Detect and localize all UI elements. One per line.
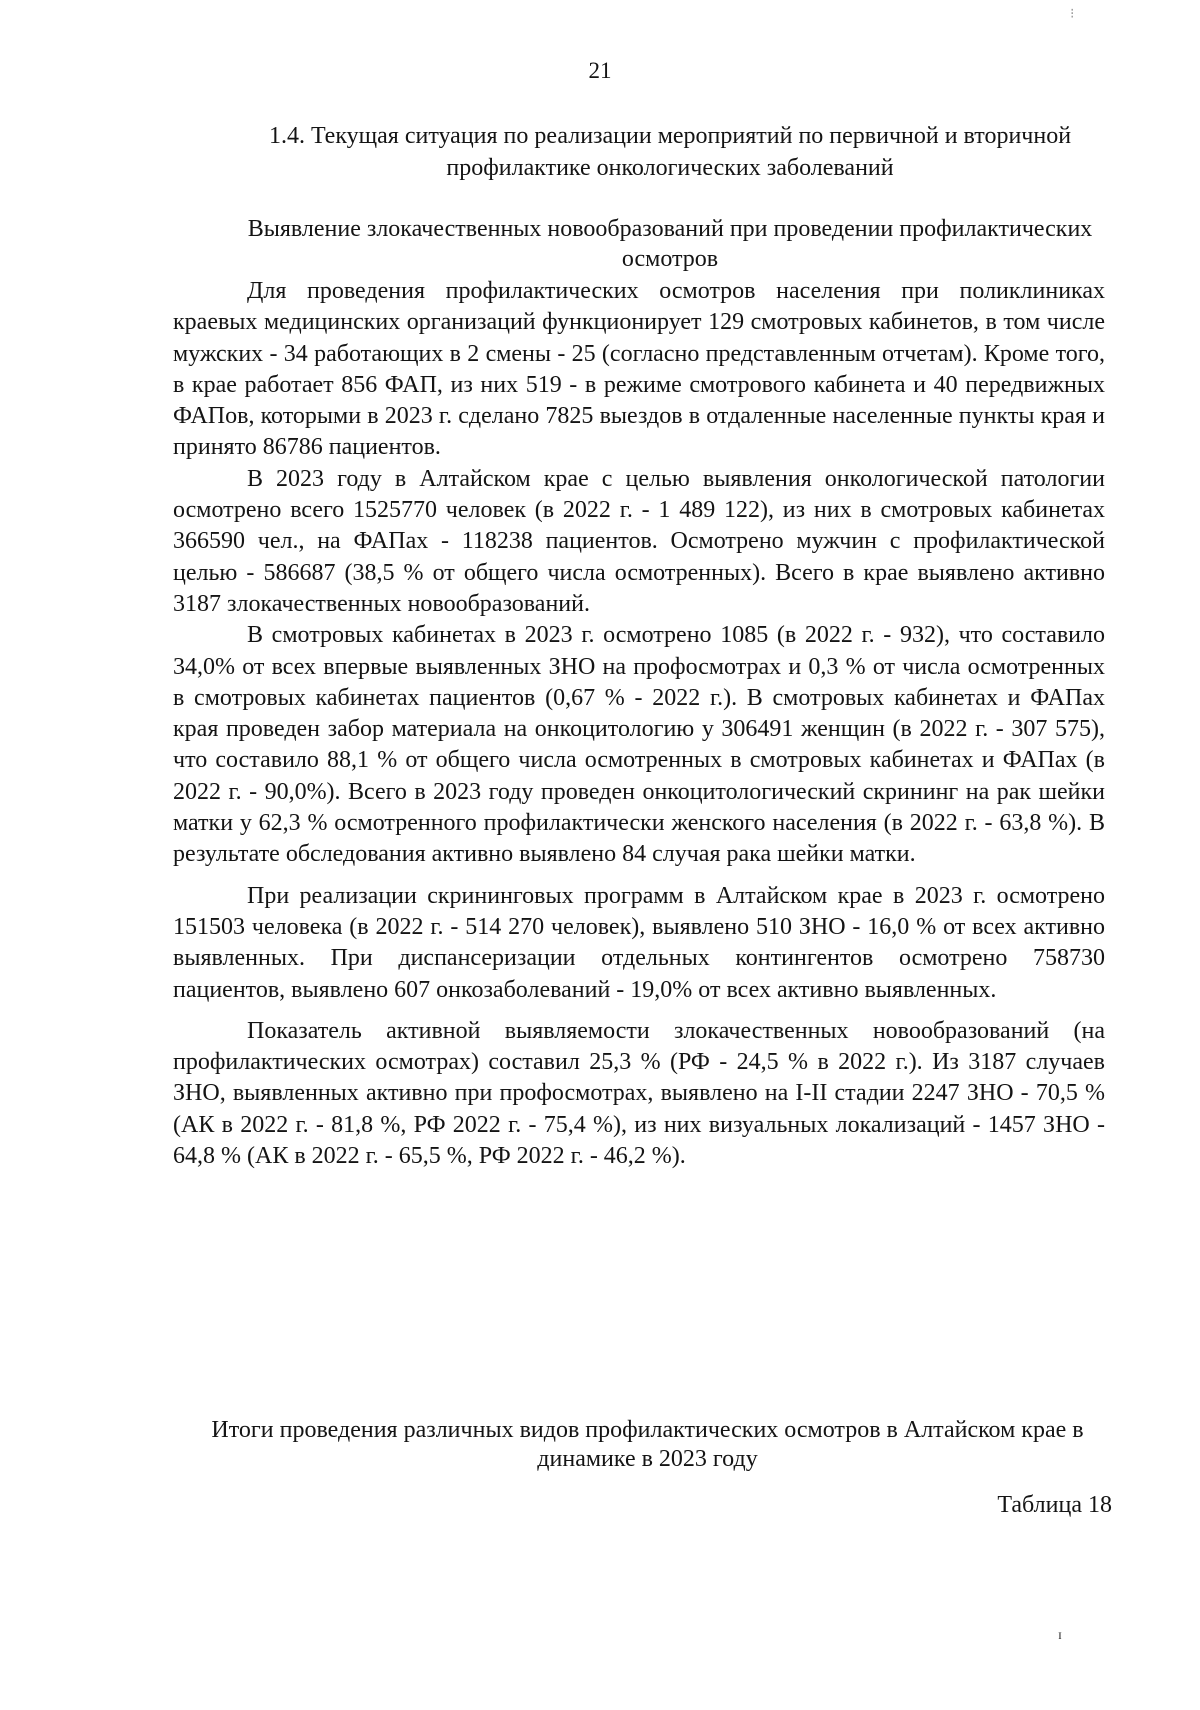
table-caption: Итоги проведения различных видов профилактических осмотров в Алтайском крае в динамике в 2023 году xyxy=(211,1417,1084,1472)
scan-speck-mark: ɪ xyxy=(1058,1628,1062,1643)
paragraph-2: В 2023 году в Алтайском крае с целью выявления онкологической патологии осмотрено всего 1525770 человек (в 2022 г. - 1 489 122), из них в смотровых кабинетах 366590 чел., на ФАПах - 118238 пациентов. Осмотрено мужчин с профилактической целью - 586687 (38,5 % от общего числа осмотренных). Всего в крае выявлено активно 3187 злокачественных новообразований. xyxy=(173,465,1105,617)
paragraph-5: Показатель активной выявляемости злокачественных новообразований (на профилактических осмотрах) составил 25,3 % (РФ - 24,5 % в 2022 г.). Из 3187 случаев ЗНО, выявленных активно при профосмотрах, выявлено на I-II стадии 2247 ЗНО - 70,5 % (АК в 2022 г. - 81,8 %, РФ 2022 г. - 75,4 %), из них визуальных локализаций - 1457 ЗНО - 64,8 % (АК в 2022 г. - 65,5 %, РФ 2022 г. - 46,2 %). xyxy=(173,1017,1105,1170)
page-number: 21 xyxy=(588,58,612,83)
body-text xyxy=(173,276,1105,1172)
subheading: Выявление злокачественных новообразований при проведении профилактических осмотров xyxy=(247,216,1093,272)
section-heading: 1.4. Текущая ситуация по реализации мероприятий по первичной и вторичной профилактике онкологических заболеваний xyxy=(268,123,1072,181)
paragraph-4: При реализации скрининговых программ в Алтайском крае в 2023 г. осмотрено 151503 человека (в 2022 г. - 514 270 человек), выявлено 510 ЗНО - 16,0 % от всех активно выявленных. При диспансеризации отдельных контингентов осмотрено 758730 пациентов, выявлено 607 онкозаболеваний - 19,0% от всех активно выявленных. xyxy=(173,882,1105,1003)
paragraph-3: В смотровых кабинетах в 2023 г. осмотрено 1085 (в 2022 г. - 932), что составило 34,0% от всех впервые выявленных ЗНО на профосмотрах и 0,3 % от числа осмотренных в смотровых кабинетах пациентов (0,67 % - 2022 г.). В смотровых кабинетах и ФАПах края проведен забор материала на онкоцитологию у 306491 женщин (в 2022 г. - 307 575), что составило 88,1 % от общего числа осмотренных в смотровых кабинетах и ФАПах (в 2022 г. - 90,0%). Всего в 2023 году проведен онкоцитологический скрининг на рак шейки матки у 62,3 % осмотренного профилактически женского населения (в 2022 г. - 63,8 %). В результате обследования активно выявлено 84 случая рака шейки матки. xyxy=(173,622,1105,868)
table-label: Таблица 18 xyxy=(997,1492,1112,1518)
paragraph-1: Для проведения профилактических осмотров населения при поликлиниках краевых медицинских организаций функционирует 129 смотровых кабинетов, в том числе мужских - 34 работающих в 2 смены - 25 (согласно представленным отчетам). Кроме того, в крае работает 856 ФАП, из них 519 - в режиме смотрового кабинета и 40 передвижных ФАПов, которыми в 2023 г. сделано 7825 выездов в отдаленные населенные пункты края и принято 86786 пациентов. xyxy=(173,278,1105,461)
scan-speck-mark: ⁝ xyxy=(1070,7,1075,22)
